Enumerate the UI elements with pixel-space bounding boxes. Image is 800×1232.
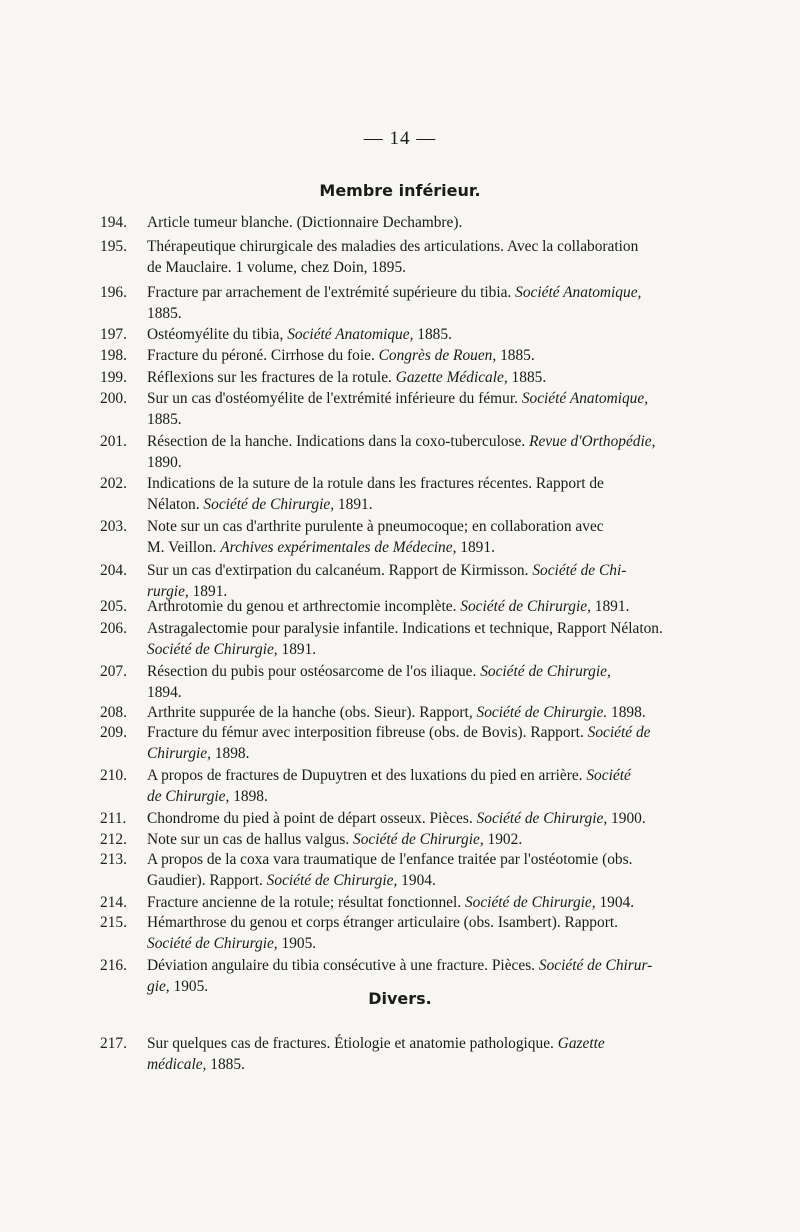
- entry-source-title: Gazette: [557, 1035, 605, 1052]
- entry-source-title: Archives expérimentales de Médecine,: [220, 538, 457, 556]
- entry-line-text: Arthrotomie du genou et arthrectomie incomplète.: [147, 598, 461, 615]
- entry-line: [147, 517, 700, 538]
- entry-number: 217.: [100, 1035, 127, 1052]
- entry-source-title: Société de Chi-: [532, 562, 627, 579]
- entry-number: 203.: [100, 518, 127, 535]
- entry-line: [147, 640, 700, 661]
- entry-year: 1891.: [277, 640, 317, 658]
- bibliography-entry: [100, 956, 700, 997]
- entry-line-text: de Mauclaire. 1 volume, chez Doin, 1895.: [147, 258, 406, 276]
- entry-line-text: Réflexions sur les fractures de la rotule.: [147, 369, 396, 386]
- entry-number: 202.: [100, 475, 127, 492]
- entry-line: [147, 258, 700, 279]
- entry-year: 1905.: [169, 977, 209, 995]
- entry-number: 207.: [100, 663, 127, 680]
- entry-line: [147, 956, 700, 977]
- entry-source-title: Société de Chirurgie,: [464, 894, 596, 911]
- entry-number: 211.: [100, 810, 127, 827]
- entry-line: [147, 830, 700, 851]
- entry-text: [147, 517, 700, 558]
- entry-source-title: Société de Chirur-: [538, 957, 653, 974]
- entry-line: [147, 871, 700, 892]
- entry-line-text: 1885.: [147, 410, 182, 428]
- entry-line-text: Astragalectomie pour paralysie infantile. Indications et technique, Rapport Nélaton.: [147, 620, 663, 637]
- entry-line: [147, 346, 700, 367]
- entry-year: 1898.: [229, 787, 268, 805]
- entry-source-title: Société de Chirurgie,: [480, 663, 611, 680]
- entry-line-text: Sur quelques cas de fractures. Étiologie et anatomie pathologique.: [147, 1035, 558, 1052]
- entry-line: [147, 453, 700, 474]
- bibliography-entry: [100, 474, 700, 515]
- entry-source-title: de Chirurgie,: [147, 787, 230, 805]
- entry-year: 1891.: [334, 495, 373, 513]
- bibliography-entry: [100, 703, 700, 724]
- entry-number: 197.: [100, 326, 127, 343]
- entry-line: [147, 538, 700, 559]
- entry-line: [147, 850, 700, 871]
- bibliography-entry: [100, 893, 700, 914]
- entry-line: [147, 237, 700, 258]
- entry-text: [147, 766, 700, 807]
- entry-source-title: Société de Chirurgie,: [147, 934, 278, 952]
- entry-source-title: Revue d'Orthopédie,: [529, 433, 656, 450]
- entry-line: [147, 597, 700, 618]
- bibliography-entry: [100, 850, 700, 891]
- page-number: — 14 —: [363, 128, 437, 149]
- entry-year: 1900.: [607, 810, 646, 827]
- entry-line-text: Fracture par arrachement de l'extrémité supérieure du tibia.: [147, 284, 516, 301]
- entry-line: [147, 325, 700, 346]
- entry-text: [147, 913, 700, 954]
- entry-number: 204.: [100, 562, 127, 579]
- entry-line: [147, 683, 700, 704]
- bibliography-entry: [100, 913, 700, 954]
- entry-line: [147, 809, 700, 830]
- bibliography-entry: [100, 830, 700, 851]
- entry-line: [147, 662, 700, 683]
- entry-text: [147, 368, 700, 389]
- entry-line: [147, 213, 700, 234]
- entry-year: 1904.: [595, 894, 635, 911]
- entry-line: [147, 283, 700, 304]
- entry-number: 214.: [100, 894, 127, 911]
- entry-year: 1885.: [413, 326, 452, 343]
- entry-text: [147, 1034, 700, 1075]
- entry-number: 194.: [100, 214, 127, 231]
- entry-text: [147, 956, 700, 997]
- entry-line-text: Nélaton.: [147, 495, 204, 513]
- entry-text: [147, 850, 700, 891]
- entry-source-title: Société de Chirurgie,: [147, 640, 278, 658]
- entry-number: 216.: [100, 957, 127, 974]
- entry-line: [147, 893, 700, 914]
- entry-line: [147, 495, 700, 516]
- entry-line-text: Fracture du péroné. Cirrhose du foie.: [147, 347, 379, 364]
- bibliography-entry: [100, 368, 700, 389]
- entry-line-text: Fracture du fémur avec interposition fibreuse (obs. de Bovis). Rapport.: [147, 724, 588, 741]
- entry-source-title: Société de Chirurgie,: [353, 831, 484, 848]
- entry-line-text: 1885.: [147, 304, 182, 322]
- entry-number: 199.: [100, 369, 127, 386]
- entry-year: 1891.: [590, 598, 630, 615]
- bibliography-entry: [100, 662, 700, 703]
- entry-line: [147, 368, 700, 389]
- entry-line-text: Note sur un cas d'arthrite purulente à pneumocoque; en collaboration avec: [147, 518, 604, 535]
- entry-line: [147, 410, 700, 431]
- entry-line: [147, 766, 700, 787]
- entry-line: [147, 432, 700, 453]
- entry-text: [147, 809, 700, 830]
- entry-text: [147, 830, 700, 851]
- entry-line: [147, 1034, 700, 1055]
- entry-line-text: M. Veillon.: [147, 538, 221, 556]
- entry-line: [147, 934, 700, 955]
- entry-source-title: rurgie,: [147, 582, 189, 600]
- entry-line: [147, 561, 700, 582]
- entry-number: 205.: [100, 598, 127, 615]
- bibliography-entry: [100, 561, 700, 602]
- entry-line: [147, 389, 700, 410]
- entry-text: [147, 283, 700, 324]
- entry-number: 196.: [100, 284, 127, 301]
- entry-line-text: Arthrite suppurée de la hanche (obs. Sieur). Rapport,: [147, 704, 477, 721]
- entry-number: 201.: [100, 433, 127, 450]
- entry-number: 195.: [100, 238, 127, 255]
- entry-line-text: Article tumeur blanche. (Dictionnaire Dechambre).: [147, 214, 463, 231]
- entry-line-text: 1894.: [147, 683, 182, 701]
- entry-line-text: Fracture ancienne de la rotule; résultat fonctionnel.: [147, 894, 465, 911]
- entry-year: 1885.: [496, 347, 535, 364]
- bibliography-entry: [100, 1034, 700, 1075]
- entry-line-text: Résection de la hanche. Indications dans la coxo-tuberculose.: [147, 433, 530, 450]
- entry-line-text: Note sur un cas de hallus valgus.: [147, 831, 354, 848]
- bibliography-entry: [100, 432, 700, 473]
- entry-number: 213.: [100, 851, 127, 868]
- entry-text: [147, 474, 700, 515]
- entry-source-title: Chirurgie,: [147, 744, 211, 762]
- bibliography-entry: [100, 213, 700, 234]
- entry-year: 1902.: [483, 831, 523, 848]
- entry-text: [147, 893, 700, 914]
- entry-line: [147, 304, 700, 325]
- entry-source-title: Congrès de Rouen,: [378, 347, 497, 364]
- bibliography-entry: [100, 237, 700, 278]
- entry-text: [147, 703, 700, 724]
- entry-line-text: Sur un cas d'extirpation du calcanéum. Rapport de Kirmisson.: [147, 562, 533, 579]
- section-title-membre-inferieur: Membre inférieur.: [319, 181, 481, 200]
- entry-number: 208.: [100, 704, 127, 721]
- bibliography-entry: [100, 619, 700, 660]
- bibliography-entry: [100, 809, 700, 830]
- entry-source-title: Société de Chirurgie,: [203, 495, 335, 513]
- bibliography-entry: [100, 389, 700, 430]
- bibliography-entry: [100, 325, 700, 346]
- entry-year: 1885.: [507, 369, 547, 386]
- entry-year: 1898.: [211, 744, 250, 762]
- entry-line-text: A propos de fractures de Dupuytren et des luxations du pied en arrière.: [147, 767, 587, 784]
- entry-source-title: gie,: [147, 977, 170, 995]
- entry-year: 1905.: [277, 934, 317, 952]
- entry-line: [147, 723, 700, 744]
- entry-line: [147, 787, 700, 808]
- entry-source-title: Société de Chirurgie,: [460, 598, 591, 615]
- bibliography-entry: [100, 723, 700, 764]
- entry-number: 198.: [100, 347, 127, 364]
- entry-line: [147, 1055, 700, 1076]
- bibliography-entry: [100, 766, 700, 807]
- bibliography-entry: [100, 517, 700, 558]
- section-title-divers: Divers.: [368, 989, 432, 1008]
- entry-text: [147, 213, 700, 234]
- entry-line-text: Sur un cas d'ostéomyélite de l'extrémité inférieure du fémur.: [147, 390, 522, 407]
- entry-line-text: Chondrome du pied à point de départ osseux. Pièces.: [147, 810, 477, 827]
- bibliography-entry: [100, 283, 700, 324]
- entry-line-text: 1890.: [147, 453, 182, 471]
- entry-line: [147, 703, 700, 724]
- entry-line-text: Résection du pubis pour ostéosarcome de l'os iliaque.: [147, 663, 481, 680]
- entry-line: [147, 474, 700, 495]
- entry-line-text: Gaudier). Rapport.: [147, 871, 267, 889]
- bibliography-entry: [100, 597, 700, 618]
- entry-line: [147, 977, 700, 998]
- entry-source-title: Société de: [587, 724, 651, 741]
- entry-number: 215.: [100, 914, 127, 931]
- entry-source-title: Société de Chirurgie,: [266, 871, 398, 889]
- entry-year: 1891.: [456, 538, 495, 556]
- entry-text: [147, 237, 700, 278]
- entry-source-title: Société Anatomique,: [521, 390, 649, 407]
- entry-year: 1898.: [607, 704, 646, 721]
- entry-text: [147, 619, 700, 660]
- entry-number: 206.: [100, 620, 127, 637]
- entry-text: [147, 723, 700, 764]
- entry-text: [147, 561, 700, 602]
- entry-text: [147, 432, 700, 473]
- entry-line-text: Ostéomyélite du tibia,: [147, 326, 288, 343]
- entry-year: 1891.: [188, 582, 228, 600]
- entry-number: 212.: [100, 831, 127, 848]
- entry-source-title: Société Anatomique,: [287, 326, 414, 343]
- entry-number: 210.: [100, 767, 127, 784]
- entry-text: [147, 662, 700, 703]
- entry-source-title: Société: [586, 767, 631, 784]
- entry-source-title: Société de Chirurgie.: [476, 704, 608, 721]
- entry-line: [147, 913, 700, 934]
- entry-source-title: Gazette Médicale,: [395, 369, 508, 386]
- entry-source-title: Société de Chirurgie,: [476, 810, 608, 827]
- entry-line-text: A propos de la coxa vara traumatique de l'enfance traitée par l'ostéotomie (obs.: [147, 851, 633, 868]
- entry-year: 1885.: [206, 1055, 245, 1073]
- entry-line-text: Déviation angulaire du tibia consécutive à une fracture. Pièces.: [147, 957, 539, 974]
- entry-text: [147, 325, 700, 346]
- entry-year: 1904.: [397, 871, 436, 889]
- entry-source-title: Société Anatomique,: [515, 284, 642, 301]
- entry-line-text: Hémarthrose du genou et corps étranger articulaire (obs. Isambert). Rapport.: [147, 914, 618, 931]
- bibliography-entry: [100, 346, 700, 367]
- entry-text: [147, 346, 700, 367]
- entry-source-title: médicale,: [147, 1055, 207, 1073]
- entry-number: 200.: [100, 390, 127, 407]
- entry-number: 209.: [100, 724, 127, 741]
- entry-line: [147, 744, 700, 765]
- entry-text: [147, 597, 700, 618]
- entry-line-text: Indications de la suture de la rotule dans les fractures récentes. Rapport de: [147, 475, 604, 492]
- entry-line-text: Thérapeutique chirurgicale des maladies des articulations. Avec la collaboration: [147, 238, 639, 255]
- entry-line: [147, 619, 700, 640]
- entry-text: [147, 389, 700, 430]
